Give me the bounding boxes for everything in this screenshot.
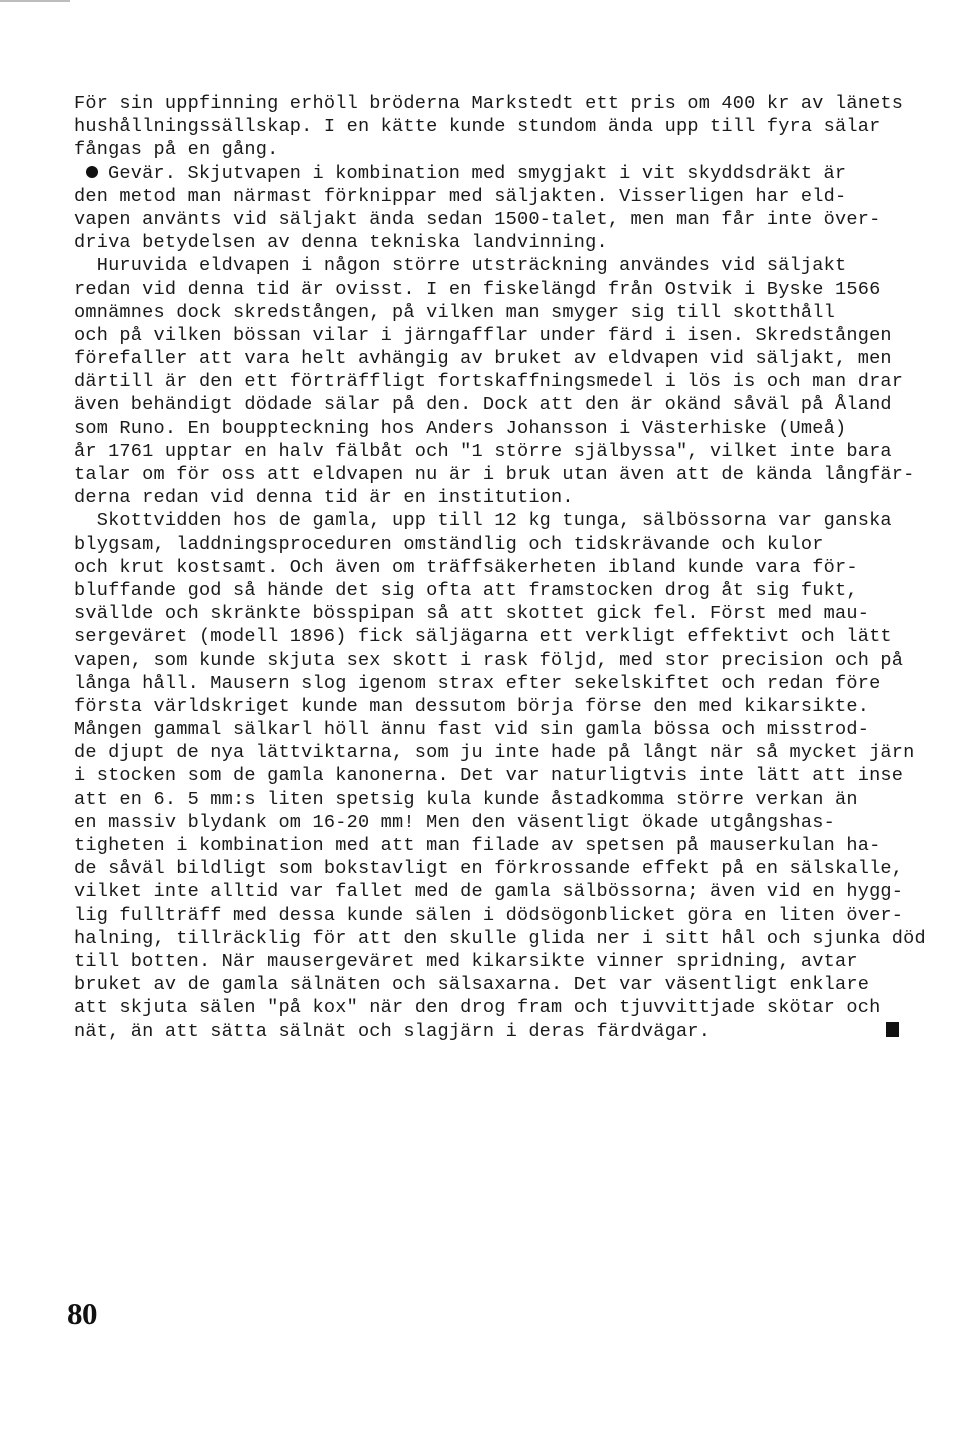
text-line: nät, än att sätta sälnät och slagjärn i deras färdvägar. xyxy=(74,1020,711,1042)
text-line: talar om för oss att eldvapen nu är i bruk utan även att de kända långfär- xyxy=(74,464,915,485)
text-line: Huruvida eldvapen i någon större utsträckning användes vid säljakt xyxy=(74,255,847,277)
text-line: i stocken som de gamla kanonerna. Det var naturligtvis inte lätt att inse xyxy=(74,765,904,787)
text-line: därtill är den ett förträffligt fortskaffningsmedel i lös is och man drar xyxy=(74,371,904,393)
text-line: vapen, som kunde skjuta sex skott i rask följd, med stor precision och på xyxy=(74,649,904,671)
text-line: derna redan vid denna tid är en institution. xyxy=(74,487,574,509)
text-line: tigheten i kombination med att man filade av spetsen på mauserkulan ha- xyxy=(74,835,881,856)
text-line: blygsam, laddningsproceduren omständlig och tidskrävande och kulor xyxy=(74,533,824,555)
text-line: till botten. När mausergeväret med kikarsikte vinner spridning, avtar xyxy=(74,950,858,972)
text-line: och krut kostsamt. Och även om träffsäkerheten ibland kunde vara för- xyxy=(74,556,858,578)
text-line: Gevär. Skjutvapen i kombination med smygjakt i vit skyddsdräkt är xyxy=(108,162,847,184)
text-line: att skjuta sälen "på kox" när den drog fram och tjuvvittjade skötar och xyxy=(74,997,881,1019)
text-line: att en 6. 5 mm:s liten spetsig kula kunde åstadkomma större verkan än xyxy=(74,788,858,810)
text-line: Skottvidden hos de gamla, upp till 12 kg tunga, sälbössorna var ganska xyxy=(74,510,892,532)
page-number: 80 xyxy=(67,1296,97,1331)
text-line: och på vilken bössan vilar i järngafflar under färd i isen. Skredstången xyxy=(74,324,892,346)
text-line: svällde och skränkte bösspipan så att skottet gick fel. Först med mau- xyxy=(74,603,870,625)
text-line: driva betydelsen av denna tekniska landvinning. xyxy=(74,232,608,254)
end-of-article-square-icon xyxy=(886,1022,899,1037)
text-line: lig fullträff med dessa kunde sälen i dödsögonblicket göra en liten över- xyxy=(74,904,904,926)
top-rule xyxy=(0,0,70,2)
text-line: även behändigt dödade sälar på den. Dock att den är okänd såväl på Åland xyxy=(74,394,892,416)
text-line: långa håll. Mausern slog igenom strax efter sekelskiftet och redan före xyxy=(74,672,881,694)
body-text xyxy=(74,92,934,1043)
text-line: bluffande god så hände det sig ofta att framstocken drog åt sig fukt, xyxy=(74,579,858,601)
text-line: Mången gammal sälkarl höll ännu fast vid sin gamla bössa och misstrod- xyxy=(74,719,870,741)
text-line: de såväl bildligt som bokstavligt en förkrossande effekt på en sälskalle, xyxy=(74,858,904,880)
text-line: fångas på en gång. xyxy=(74,139,279,161)
text-line: en massiv blydank om 16-20 mm! Men den väsentligt ökade utgångshas- xyxy=(74,811,835,833)
text-line: första världskriget kunde man dessutom börja förse den med kikarsikte. xyxy=(74,695,870,717)
text-line: bruket av de gamla sälnäten och sälsaxarna. Det var väsentligt enklare xyxy=(74,974,870,996)
text-line: hushållningssällskap. I en kätte kunde stundom ända upp till fyra sälar xyxy=(74,116,881,138)
text-line: halning, tillräcklig för att den skulle glida ner i sitt hål och sjunka död xyxy=(74,927,926,949)
text-line: vapen använts vid säljakt ända sedan 1500-talet, men man får inte över- xyxy=(74,208,881,230)
final-line xyxy=(74,1020,934,1043)
text-line: För sin uppfinning erhöll bröderna Markstedt ett pris om 400 kr av länets xyxy=(74,93,904,114)
text-line: förefaller att vara helt avhängig av bruket av eldvapen vid säljakt, men xyxy=(74,348,892,370)
text-line: omnämnes dock skredstången, på vilken man smyger sig till skotthåll xyxy=(74,301,835,323)
text-line: den metod man närmast förknippar med säljakten. Visserligen har eld- xyxy=(74,185,847,207)
text-line: redan vid denna tid är ovisst. I en fiskelängd från Ostvik i Byske 1566 xyxy=(74,278,881,300)
text-line: sergeväret (modell 1896) fick säljägarna ett verkligt effektivt och lätt xyxy=(74,626,892,648)
text-line: vilket inte alltid var fallet med de gamla sälbössorna; även vid en hygg- xyxy=(74,881,904,903)
text-line: år 1761 upptar en halv fälbåt och "1 större själbyssa", vilket inte bara xyxy=(74,440,892,462)
bullet-circle-icon xyxy=(86,166,98,178)
text-line: de djupt de nya lättviktarna, som ju inte hade på långt när så mycket järn xyxy=(74,742,915,764)
section-heading-line xyxy=(74,162,934,185)
text-line: som Runo. En bouppteckning hos Anders Johansson i Västerhiske (Umeå) xyxy=(74,417,847,439)
